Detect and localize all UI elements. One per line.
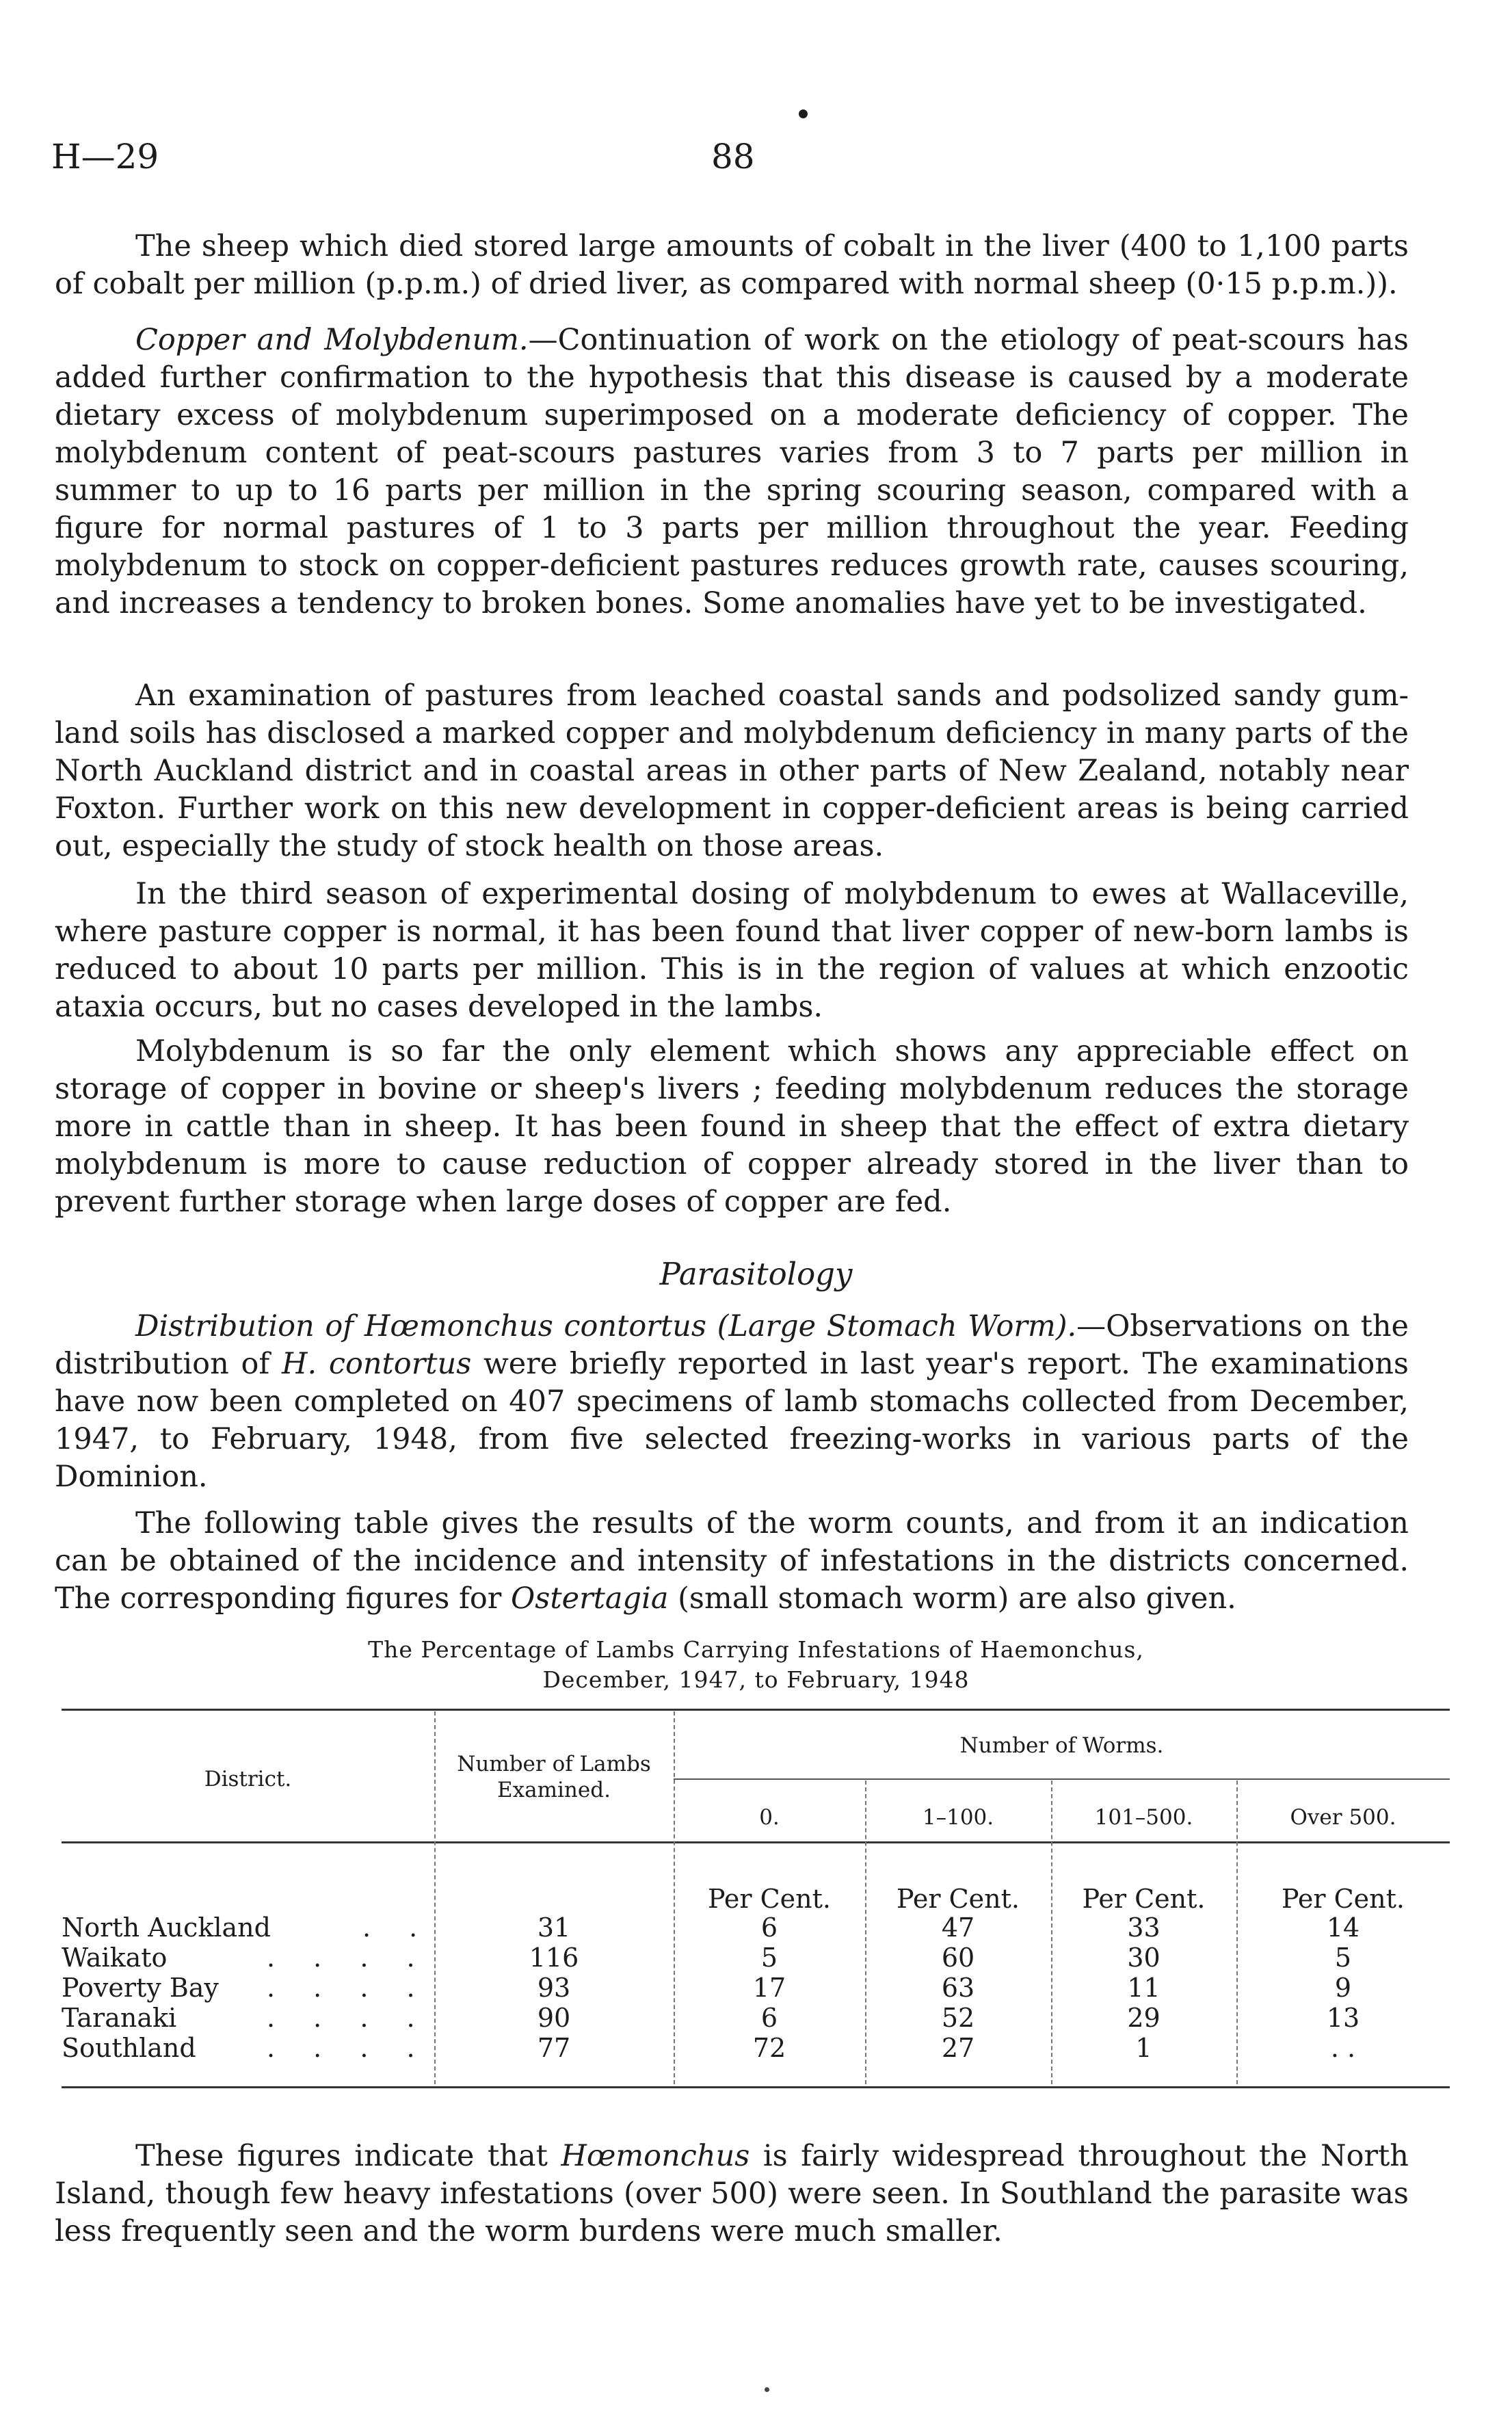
table-header-rule (62, 1841, 1450, 1843)
subheader-1-100: 1–100. (922, 1805, 994, 1830)
pct-zero: 6 (760, 1913, 778, 1943)
pct-101-500: 30 (1127, 1943, 1160, 1973)
table-row (62, 1973, 1429, 2003)
pct-zero: 17 (752, 1973, 786, 2003)
table-row (62, 1943, 1429, 1973)
pct-1-100: 27 (941, 2033, 975, 2063)
worms-subheader-rule (674, 1778, 1450, 1780)
pct-zero: 5 (760, 1943, 778, 1973)
district-name: North Auckland (62, 1913, 271, 1943)
table-top-rule (62, 1709, 1450, 1711)
subheader-101-500: 101–500. (1094, 1805, 1193, 1830)
lambs-examined: 77 (537, 2033, 571, 2063)
paragraph-cobalt: The sheep which died stored large amounts of cobalt in the liver (400 to 1,100 parts of cobalt per million (p.p.m.) of dried liver, as compared with normal sheep (0·15 p.p.m.)). (55, 229, 1409, 301)
paragraph-dosing-wallaceville: In the third season of experimental dosing of molybdenum to ewes at Wallaceville, where pasture copper is normal, it has been found that liver copper of new-born lambs is reduced to about 10 parts per million. This is in the region of values at which enzootic ataxia occurs, but no cases developed in the lambs. (55, 877, 1409, 1024)
header-number-of-worms: Number of Worms. (959, 1733, 1164, 1758)
dot-leaders: . . . . (267, 2003, 430, 2033)
paragraph-text: is fairly widespread throughout the North Island, though few heavy infestations (over 500) were seen. In Southland the parasite was less frequently seen and the worm burdens were much smaller. (55, 2139, 1409, 2248)
pct-1-100: 47 (941, 1913, 975, 1943)
paragraph-haemonchus-distribution (55, 1308, 1409, 1496)
pct-over-500: 14 (1326, 1913, 1360, 1943)
paragraph-text: The following table gives the results of the worm counts, and from it an indication can be obtained of the incidence and intensity of infestations in the districts concerned. The corresponding figures for (55, 1506, 1409, 1616)
paragraph-conclusion (55, 2138, 1409, 2250)
pct-101-500: 29 (1127, 2003, 1160, 2033)
dot-leaders: . . . . (267, 1973, 430, 2003)
unit-label: Per Cent. (897, 1884, 1020, 1914)
subheader-over-500: Over 500. (1290, 1805, 1396, 1830)
subheader-zero: 0. (759, 1805, 780, 1830)
pct-1-100: 60 (941, 1943, 975, 1973)
pct-1-100: 63 (941, 1973, 975, 2003)
paragraph-pasture-examination: An examination of pastures from leached coastal sands and podsolized sandy gum-land soils has disclosed a marked copper and molybdenum deficiency in many parts of the North Auckland district and in coastal areas in other parts of New Zealand, notably near Foxton. Further work on this new development in copper-deficient areas is being carried out, especially the study of stock health on those areas. (55, 679, 1409, 863)
unit-label: Per Cent. (708, 1884, 831, 1914)
pct-101-500: 33 (1127, 1913, 1160, 1943)
page-number: 88 (711, 137, 755, 176)
table-caption-line-1: The Percentage of Lambs Carrying Infestations of Haemonchus, (368, 1636, 1144, 1663)
district-name: Southland (62, 2033, 196, 2063)
paragraph-text: These figures indicate that (135, 2139, 561, 2173)
printer-dot-mark (765, 2387, 769, 2392)
paragraph-table-intro (55, 1505, 1409, 1618)
table-bottom-rule (62, 2086, 1450, 2088)
pct-over-500: . . (1330, 2033, 1356, 2063)
table-row (62, 2033, 1429, 2063)
dot-leaders: . . . . (267, 1943, 430, 1973)
section-title-parasitology: Parasitology (659, 1256, 853, 1292)
pct-1-100: 52 (941, 2003, 975, 2033)
dot-leaders: . . (362, 1913, 433, 1943)
page-code: H—29 (51, 137, 159, 176)
paragraph-body-copper-molybdenum: —Continuation of work on the etiology of peat-scours has added further confirmation to the hypothesis that this disease is caused by a moderate dietary excess of molybdenum superimposed on a moderate deficiency of copper. The molybdenum content of peat-scours pastures varies from 3 to 7 parts per million in summer to up to 16 parts per million in the spring scouring season, compared with a figure for normal pastures of 1 to 3 parts per million throughout the year. Feeding molybdenum to stock on copper-deficient pastures reduces growth rate, causes scouring, and increases a tendency to broken bones. Some anomalies have yet to be investigated. (55, 323, 1409, 620)
printer-dot-mark (799, 109, 808, 118)
pct-101-500: 11 (1127, 1973, 1160, 2003)
paragraph-text: (small stomach worm) are also given. (668, 1581, 1236, 1616)
district-name: Poverty Bay (62, 1973, 219, 2003)
lambs-examined: 31 (537, 1913, 571, 1943)
paragraph-text: were briefly reported in last year's report. The examinations have now been completed on 407 specimens of lamb stomachs collected from December, 1947, to February, 1948, from five selected freezing-works in various parts of the Dominion. (55, 1347, 1409, 1494)
district-name: Taranaki (62, 2003, 177, 2033)
genus-name: Ostertagia (511, 1581, 669, 1616)
lambs-examined: 90 (537, 2003, 571, 2033)
header-district: District. (204, 1767, 292, 1791)
table-row (62, 2003, 1429, 2033)
paragraph-molybdenum-storage: Molybdenum is so far the only element which shows any appreciable effect on storage of copper in bovine or sheep's livers ; feeding molybdenum reduces the storage more in cattle than in sheep. It has been found in sheep that the effect of extra dietary molybdenum is more to cause reduction of copper already stored in the liver than to prevent further storage when large doses of copper are fed. (55, 1034, 1409, 1219)
lambs-examined: 116 (529, 1943, 579, 1973)
paragraph-lead-haemonchus: Distribution of Hœmonchus contortus (Large Stomach Worm). (135, 1309, 1077, 1343)
pct-over-500: 13 (1326, 2003, 1360, 2033)
pct-zero: 6 (760, 2003, 778, 2033)
lambs-examined: 93 (537, 1973, 571, 2003)
pct-zero: 72 (752, 2033, 786, 2063)
paragraph-copper-molybdenum (55, 321, 1409, 622)
pct-over-500: 5 (1334, 1943, 1352, 1973)
dot-leaders: . . . . (267, 2033, 430, 2063)
pct-101-500: 1 (1135, 2033, 1152, 2063)
unit-label: Per Cent. (1082, 1884, 1206, 1914)
paragraph-lead-copper-molybdenum: Copper and Molybdenum. (135, 323, 529, 357)
header-lambs-examined: Number of Lambs Examined. (457, 1752, 651, 1802)
table-caption-line-2: December, 1947, to February, 1948 (542, 1666, 970, 1693)
district-name: Waikato (62, 1943, 168, 1973)
species-name: H. contortus (281, 1347, 472, 1381)
table-row (62, 1913, 1429, 1943)
paragraph-text: —Observations on the distribution of (55, 1309, 1409, 1381)
pct-over-500: 9 (1334, 1973, 1352, 2003)
unit-label: Per Cent. (1282, 1884, 1405, 1914)
genus-name: Hœmonchus (561, 2139, 750, 2173)
